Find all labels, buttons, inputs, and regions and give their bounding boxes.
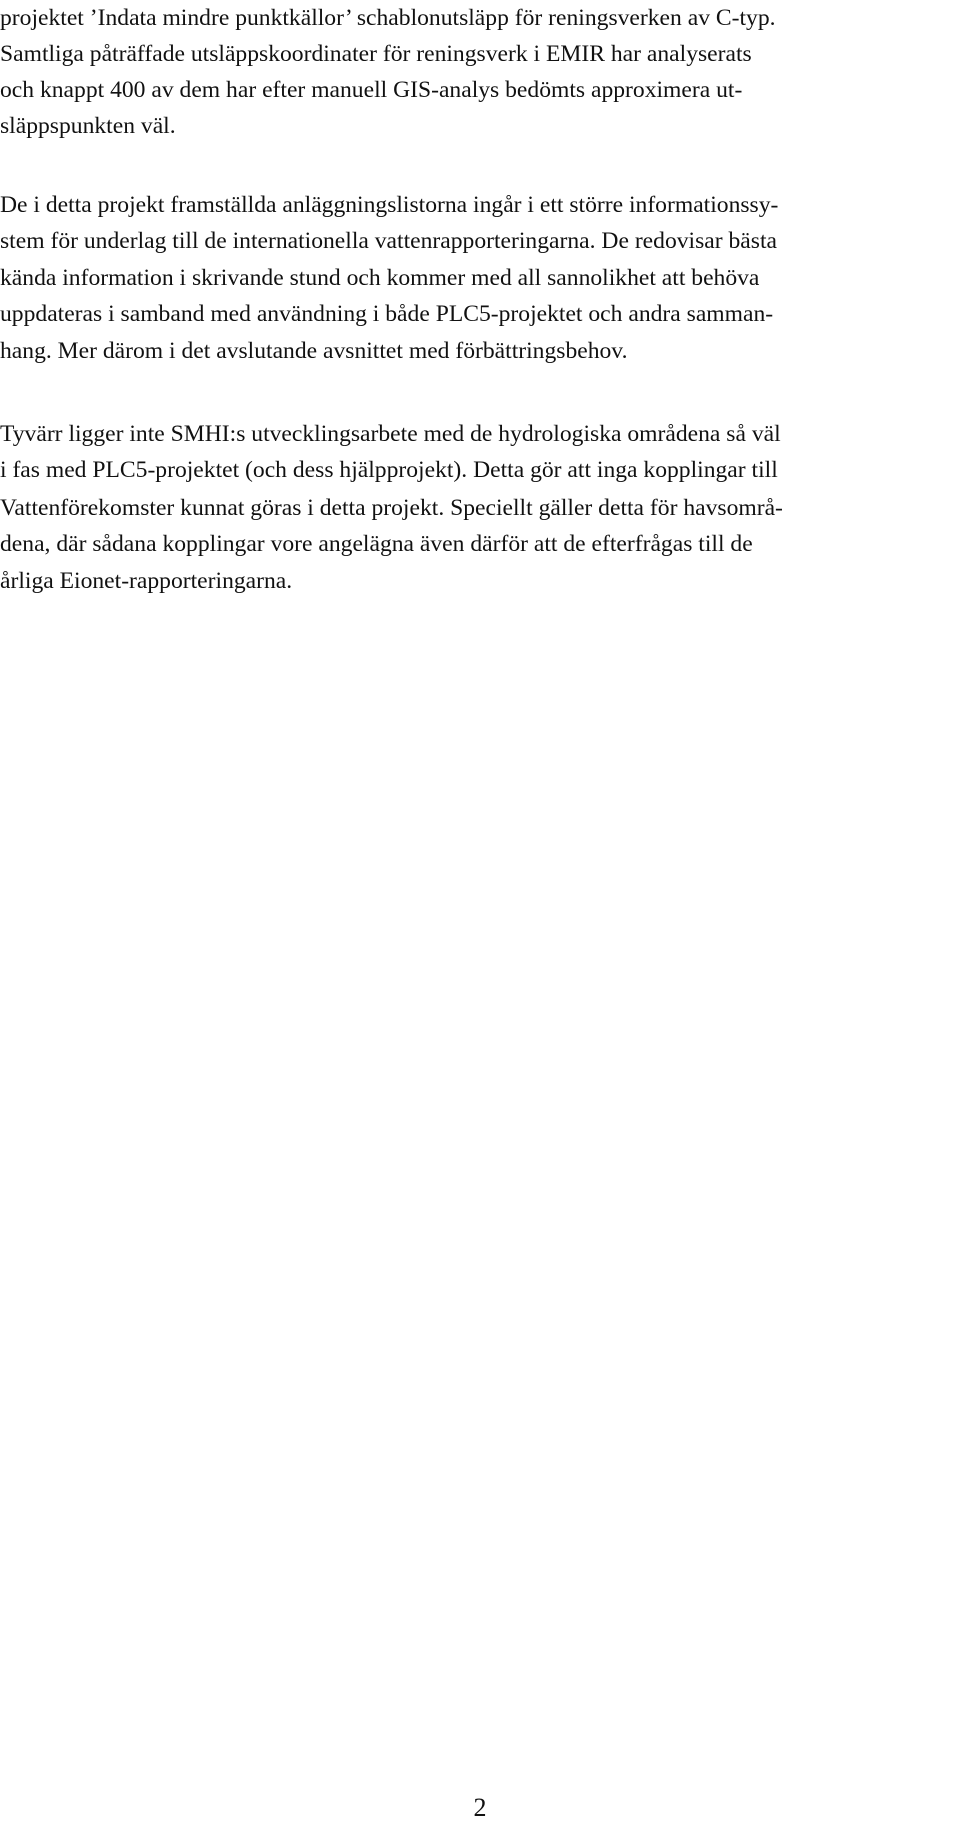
page-number: 2 (473, 1793, 487, 1822)
body-text-line: hang. Mer därom i det avslutande avsnittet med förbättringsbehov. (0, 338, 628, 364)
body-text-line: och knappt 400 av dem har efter manuell GIS-analys bedömts approximera ut- (0, 77, 743, 103)
body-text-line: De i detta projekt framställda anläggningslistorna ingår i ett större informationssy- (0, 192, 779, 218)
body-text-line: årliga Eionet-rapporteringarna. (0, 568, 293, 594)
body-text-line: dena, där sådana kopplingar vore angelägna även därför att de efterfrågas till de (0, 531, 753, 557)
body-text-line: kända information i skrivande stund och kommer med all sannolikhet att behöva (0, 265, 760, 291)
body-text-line: Samtliga påträffade utsläppskoordinater för reningsverk i EMIR har analyserats (0, 41, 752, 67)
body-text-line: Tyvärr ligger inte SMHI:s utvecklingsarbete med de hydrologiska områdena så väl (0, 421, 781, 447)
body-text-line: i fas med PLC5-projektet (och dess hjälpprojekt). Detta gör att inga kopplingar till (0, 457, 778, 483)
body-text-line: uppdateras i samband med användning i både PLC5-projektet och andra samman- (0, 301, 774, 327)
body-text-line: släppspunkten väl. (0, 113, 176, 139)
body-text-line: Vattenförekomster kunnat göras i detta projekt. Speciellt gäller detta för havsområ- (0, 495, 783, 521)
body-text-line: stem för underlag till de internationella vattenrapporteringarna. De redovisar bästa (0, 228, 777, 254)
body-text-line: projektet ’Indata mindre punktkällor’ schablonutsläpp för reningsverken av C-typ. (0, 5, 776, 31)
